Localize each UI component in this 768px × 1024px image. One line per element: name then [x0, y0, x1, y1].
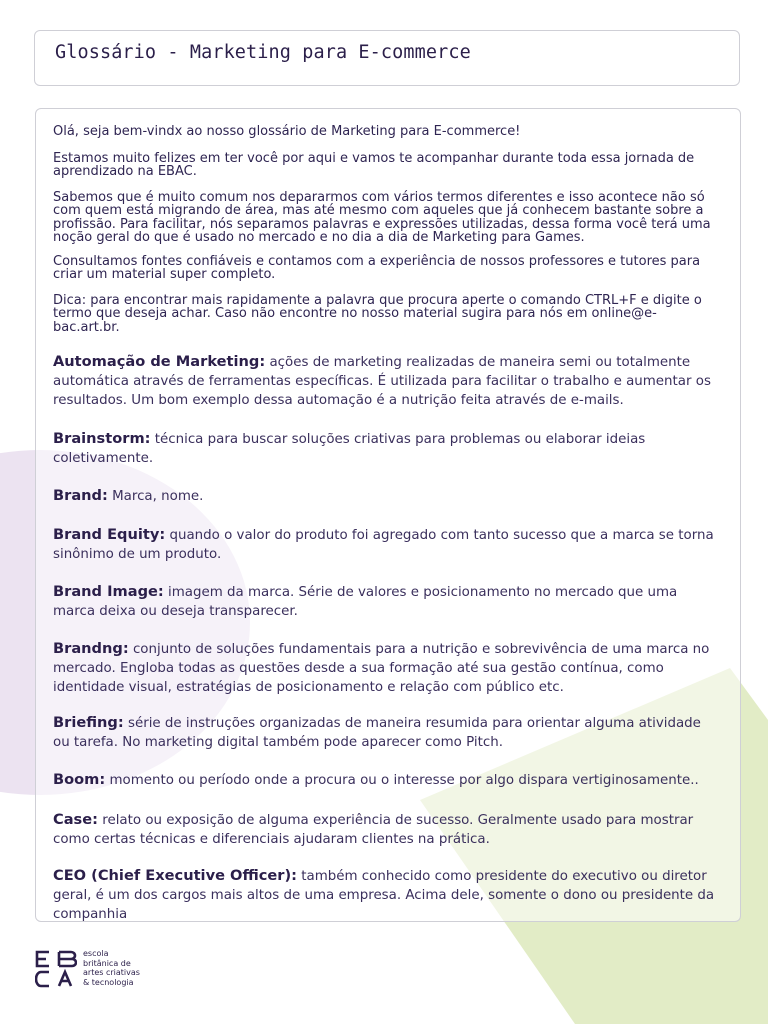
glossary-entry	[53, 525, 719, 564]
glossary-definition: ações de marketing realizadas de maneira semi ou totalmente automática através de ferramentas específicas. É utilizada para facilitar o trabalho e aumentar os resultados. Um bom exemplo dessa automação é a nutrição feita através de e-mails.	[53, 355, 711, 408]
glossary-term: Brand:	[53, 487, 108, 504]
glossary-definition: também conhecido como presidente do executivo ou diretor geral, é um dos cargos mais altos de uma empresa. Acima dele, somente o dono ou presidente da companhia	[53, 869, 715, 922]
glossary-definition: relato ou exposição de alguma experiência de sucesso. Geralmente usado para mostrar como certas técnicas e diferenciais ajudaram clientes na prática.	[53, 813, 694, 847]
glossary-definition: imagem da marca. Série de valores e posicionamento no mercado que uma marca deixa ou deseja transparecer.	[53, 585, 678, 619]
glossary-term: Brand Image:	[53, 583, 164, 600]
glossary-entry	[53, 713, 719, 752]
glossary-term: CEO (Chief Executive Officer):	[53, 867, 297, 884]
intro-paragraph: Estamos muito felizes em ter você por aqui e vamos te acompanhar durante toda essa jornada de aprendizado na EBAC.	[53, 151, 695, 180]
glossary-term: Boom:	[53, 771, 106, 788]
glossary-content	[35, 108, 741, 922]
glossary-definition: série de instruções organizadas de maneira resumida para orientar alguma atividade ou tarefa. No marketing digital também pode aparecer como Pitch.	[53, 716, 701, 750]
glossary-entry	[53, 582, 719, 621]
logo-line: britânica de	[83, 958, 131, 968]
glossary-entry	[53, 770, 719, 790]
glossary-entry	[53, 639, 719, 697]
glossary-definition: Marca, nome.	[107, 489, 204, 504]
logo-line: artes criativas	[83, 968, 140, 978]
glossary-entry	[53, 866, 719, 922]
glossary-definition: quando o valor do produto foi agregado com tanto sucesso que a marca se torna sinônimo de um produto.	[53, 528, 714, 562]
intro-paragraph: Dica: para encontrar mais rapidamente a palavra que procura aperte o comando CTRL+F e digite o termo que deseja achar. Caso não encontre no nosso material sugira para nós em online@e-bac.art.br.	[53, 293, 702, 335]
ebac-logo	[35, 949, 140, 992]
glossary-definition: técnica para buscar soluções criativas para problemas ou elaborar ideias coletivamente.	[53, 432, 646, 466]
glossary-entry	[53, 352, 719, 410]
glossary-term: Briefing:	[53, 714, 124, 731]
glossary-term: Brand Equity:	[53, 526, 166, 543]
glossary-term: Brainstorm:	[53, 430, 151, 447]
glossary-term: Case:	[53, 811, 98, 828]
title-box	[34, 30, 740, 86]
glossary-entry	[53, 429, 719, 468]
glossary-term: Automação de Marketing:	[53, 353, 266, 370]
glossary-term: Brandng:	[53, 640, 129, 657]
glossary-entry	[53, 810, 719, 849]
intro-paragraph: Sabemos que é muito comum nos depararmos com vários termos diferentes e isso acontece não só com quem está migrando de área, mas até mesmo com aqueles que já conhecem bastante sobre a profissão. Para facilitar, nós separamos palavras e expressões utilizadas, dessa forma você terá uma noção geral do que é usado no mercado e no dia a dia de Marketing para Games.	[53, 190, 711, 246]
intro-paragraph: Olá, seja bem-vindx ao nosso glossário de Marketing para E-commerce!	[53, 124, 521, 139]
logo-line: & tecnologia	[83, 977, 134, 987]
glossary-definition: conjunto de soluções fundamentais para a nutrição e sobrevivência de uma marca no mercado. Engloba todas as questões desde a sua formação até sua gestão contínua, como identidade visual, estratégias de posicionamento e relação com público etc.	[53, 642, 710, 695]
page-title: Glossário - Marketing para E-commerce	[55, 42, 471, 63]
ebac-logo-mark-icon	[35, 950, 77, 988]
glossary-entry	[53, 486, 719, 506]
glossary-definition: momento ou período onde a procura ou o interesse por algo dispara vertiginosamente..	[105, 773, 699, 788]
intro-paragraph: Consultamos fontes confiáveis e contamos com a experiência de nossos professores e tutores para criar um material super completo.	[53, 254, 701, 283]
logo-tagline	[83, 949, 163, 987]
logo-line: escola	[83, 949, 109, 958]
